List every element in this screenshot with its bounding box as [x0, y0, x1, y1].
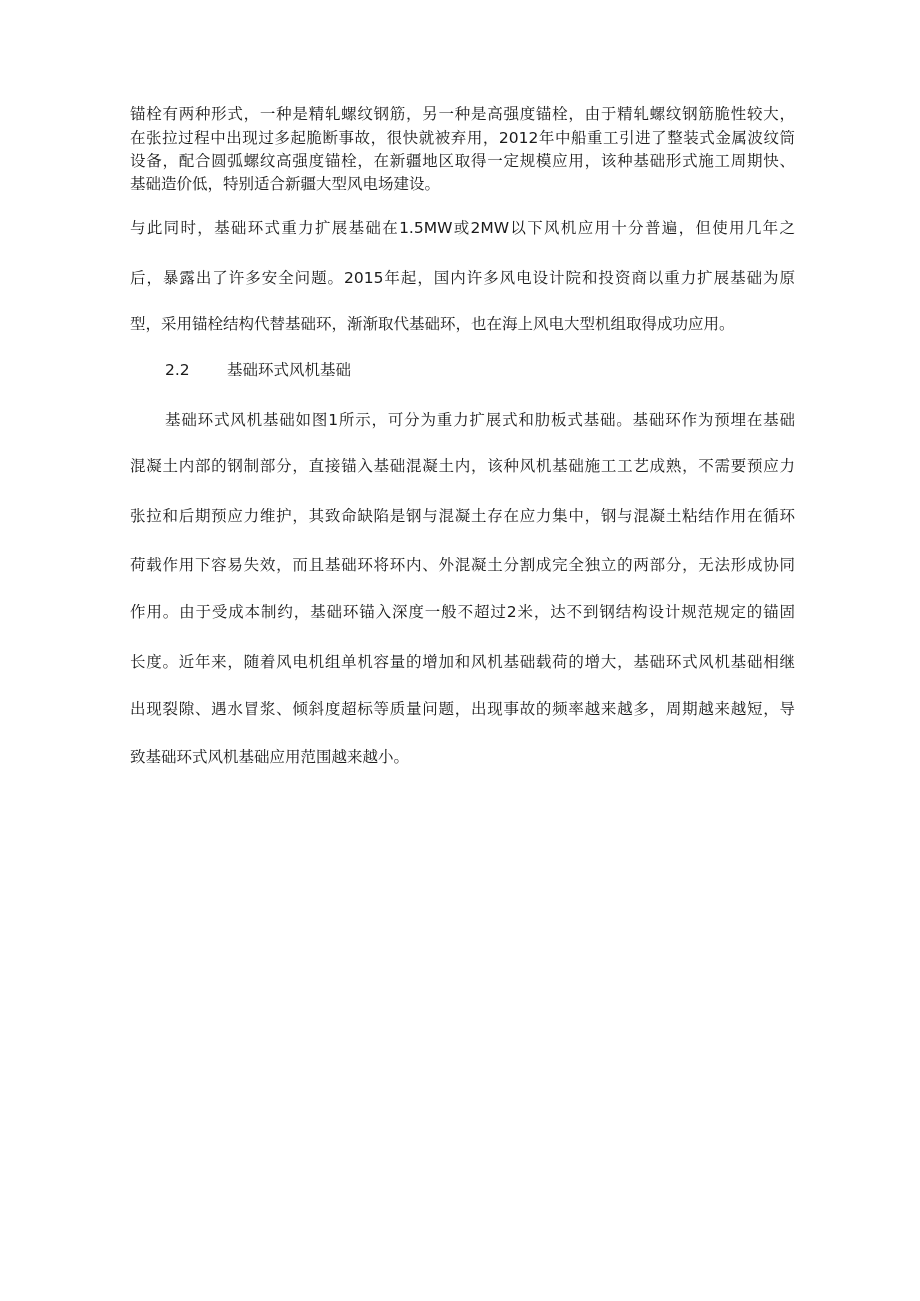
paragraph-3-line-7: 出现裂隙、遇水冒浆、倾斜度超标等质量问题，出现事故的频率越来越多，周期越来越短，导	[130, 700, 795, 718]
paragraph-2-line-3: 型，采用锚栓结构代替基础环，渐渐取代基础环，也在海上风电大型机组取得成功应用。	[130, 315, 735, 333]
paragraph-2-line-1: 与此同时，基础环式重力扩展基础在1.5MW或2MW以下风机应用十分普遍，但使用几年之	[130, 219, 795, 237]
paragraph-3-line-3: 张拉和后期预应力维护，其致命缺陷是钢与混凝土存在应力集中，钢与混凝土粘结作用在循环	[130, 507, 795, 525]
paragraph-1-line-4: 基础造价低，特别适合新疆大型风电场建设。	[130, 175, 441, 193]
paragraph-3-line-8: 致基础环式风机基础应用范围越来越小。	[130, 748, 410, 766]
paragraph-1-line-1: 锚栓有两种形式，一种是精轧螺纹钢筋，另一种是高强度锚栓，由于精轧螺纹钢筋脆性较大，	[130, 105, 795, 123]
paragraph-3-line-4: 荷载作用下容易失效，而且基础环将环内、外混凝土分割成完全独立的两部分，无法形成协同	[130, 556, 795, 574]
paragraph-2-line-2: 后，暴露出了许多安全问题。2015年起，国内许多风电设计院和投资商以重力扩展基础为原	[130, 269, 795, 287]
paragraph-3-line-2: 混凝土内部的钢制部分，直接锚入基础混凝土内，该种风机基础施工工艺成熟，不需要预应力	[130, 457, 795, 475]
paragraph-3-line-6: 长度。近年来，随着风电机组单机容量的增加和风机基础载荷的增大，基础环式风机基础相继	[130, 653, 795, 671]
section-title: 基础环式风机基础	[227, 361, 352, 379]
paragraph-3-line-1: 基础环式风机基础如图1所示，可分为重力扩展式和肋板式基础。基础环作为预埋在基础	[165, 411, 795, 429]
paragraph-1-line-2: 在张拉过程中出现过多起脆断事故，很快就被弃用，2012年中船重工引进了整装式金属波纹筒	[130, 129, 795, 147]
section-heading	[165, 358, 351, 380]
paragraph-1-line-3: 设备，配合圆弧螺纹高强度锚栓，在新疆地区取得一定规模应用，该种基础形式施工周期快、	[130, 152, 795, 170]
paragraph-3-line-5: 作用。由于受成本制约，基础环锚入深度一般不超过2米，达不到钢结构设计规范规定的锚固	[130, 603, 795, 621]
section-number: 2.2	[165, 361, 190, 379]
